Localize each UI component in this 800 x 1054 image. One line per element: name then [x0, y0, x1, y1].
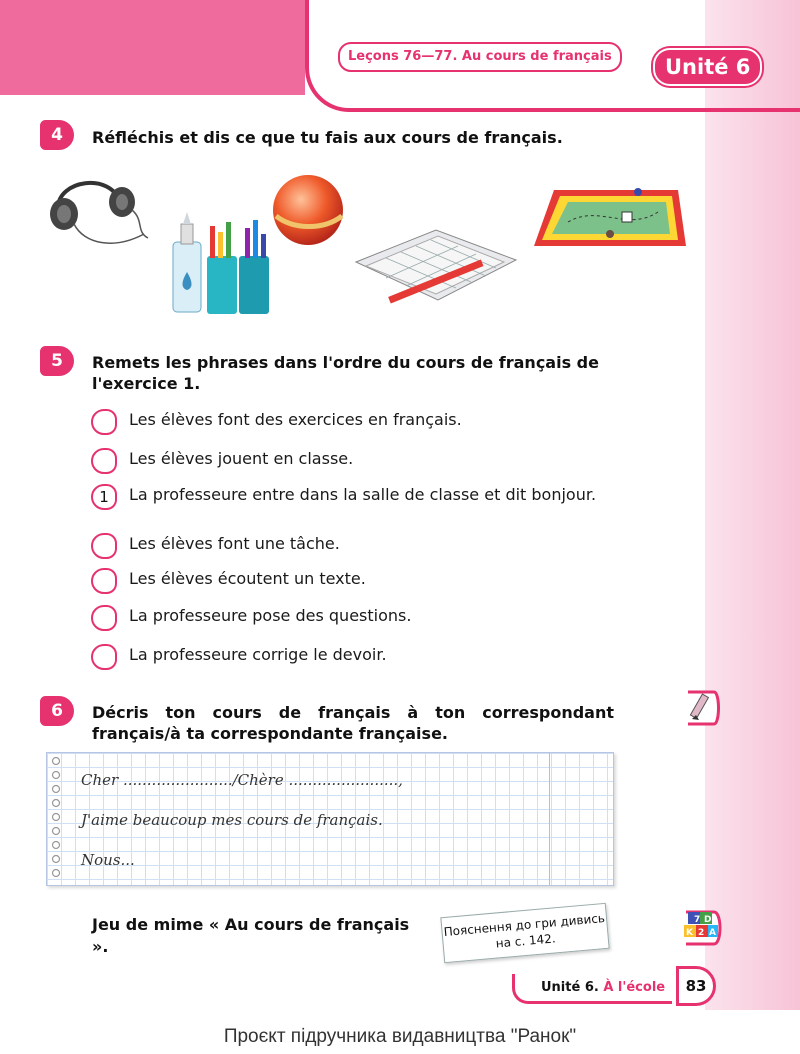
exercise-6-instruction: Décris ton cours de français à ton correspondant français/à ta correspondante française.: [92, 703, 614, 743]
lesson-title: Leçons 76—77. Au cours de français: [338, 42, 622, 72]
exercise-6-badge: 6: [40, 696, 74, 726]
item-text: La professeure pose des questions.: [129, 606, 412, 625]
order-input[interactable]: [91, 605, 117, 631]
list-item: [91, 409, 599, 435]
exercise-4-instruction: Réfléchis et dis ce que tu fais aux cours de français.: [92, 128, 563, 147]
ball-icon: [270, 172, 346, 248]
notebook-area[interactable]: [46, 752, 614, 886]
item-text: Les élèves jouent en classe.: [129, 449, 354, 468]
svg-text:K: K: [686, 928, 693, 938]
publisher-credit: Проєкт підручника видавництва "Ранок": [223, 1026, 577, 1047]
footer-unit-topic: À l'école: [603, 980, 666, 995]
pencil-icon: [682, 688, 722, 728]
list-item: [91, 568, 599, 594]
footer-unit-label: [512, 974, 672, 1004]
order-input[interactable]: [91, 448, 117, 474]
order-input[interactable]: [91, 409, 117, 435]
notebook-line-2: J'aime beaucoup mes cours de français.: [81, 811, 383, 829]
exercise-5-instruction: Remets les phrases dans l'ordre du cours de français de l'exercice 1.: [92, 353, 599, 393]
list-item: [91, 605, 599, 631]
item-text: Les élèves écoutent un texte.: [129, 569, 366, 588]
svg-text:2: 2: [698, 928, 705, 938]
header-band: [0, 0, 305, 95]
order-input[interactable]: [91, 568, 117, 594]
svg-text:D: D: [704, 915, 712, 925]
board-game-icon: [528, 182, 688, 252]
svg-text:A: A: [709, 928, 716, 938]
unit-label: Unité 6: [653, 48, 762, 86]
page-number: 83: [676, 966, 716, 1006]
order-input[interactable]: [91, 533, 117, 559]
list-item: [91, 448, 599, 474]
game-note: Пояснення до гри дивись на с. 142.: [440, 903, 609, 963]
game-blocks-icon: [680, 908, 724, 948]
list-item: [91, 644, 599, 670]
exercise-5-badge: 5: [40, 346, 74, 376]
game-title: Jeu de mime « Au cours de français ».: [92, 915, 410, 956]
list-item: [91, 484, 599, 510]
right-sidebar: [705, 0, 800, 1010]
item-text: La professeure corrige le devoir.: [129, 645, 387, 664]
notebook-line-3: Nous...: [81, 851, 135, 869]
exercise-4-badge: 4: [40, 120, 74, 150]
order-input[interactable]: [91, 644, 117, 670]
footer-unit-prefix: Unité 6.: [541, 980, 599, 995]
crossword-icon: [346, 222, 526, 307]
spiral-binding: [51, 757, 61, 881]
item-text: Les élèves font des exercices en français.: [129, 410, 462, 429]
order-input[interactable]: 1: [91, 484, 117, 510]
headphones-icon: [44, 172, 154, 252]
svg-text:7: 7: [694, 915, 701, 925]
list-item: [91, 533, 599, 559]
school-supplies-icon: [163, 212, 273, 317]
notebook-line-1: Cher ......................./Chère .......................,: [81, 771, 403, 789]
item-text: Les élèves font une tâche.: [129, 534, 340, 553]
item-text: La professeure entre dans la salle de classe et dit bonjour.: [129, 485, 597, 504]
notebook-margin: [549, 753, 550, 885]
